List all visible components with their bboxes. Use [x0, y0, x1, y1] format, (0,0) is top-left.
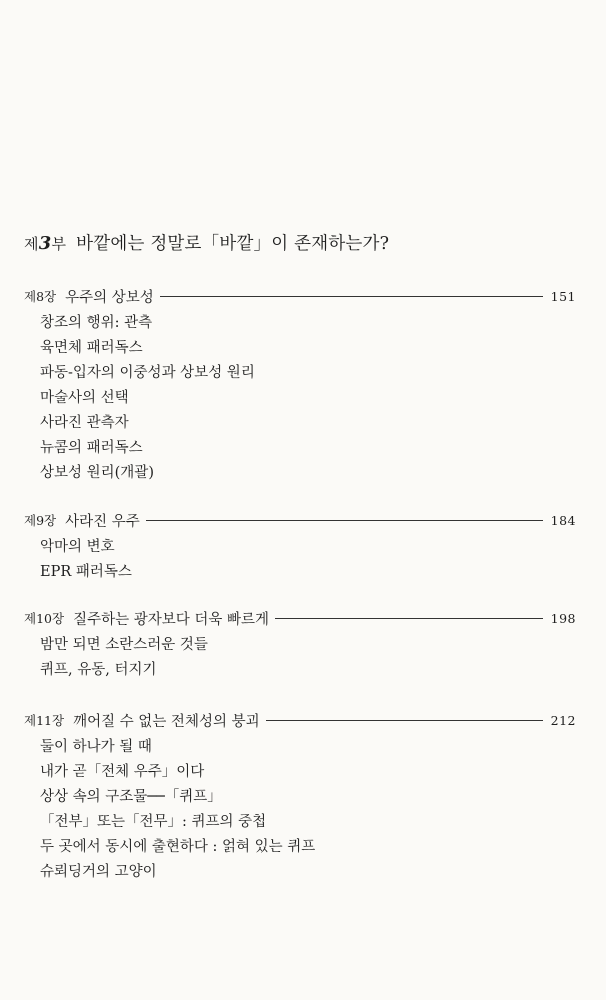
- chapter-heading[interactable]: [24, 606, 576, 630]
- section-item[interactable]: 상상 속의 구조물──「퀴프」: [40, 789, 222, 805]
- section-item[interactable]: 내가 곧「전체 우주」이다: [40, 764, 205, 780]
- section-item[interactable]: 「전부」또는「전무」: 퀴프의 중첩: [40, 814, 267, 830]
- chapter-label: 제10장: [24, 611, 65, 626]
- section-item[interactable]: 슈뢰딩거의 고양이: [40, 864, 157, 880]
- leader-rule: [275, 618, 543, 619]
- chapter-label: 제8장: [24, 289, 57, 304]
- section-list: [40, 633, 576, 683]
- leader-rule: [266, 720, 543, 721]
- chapter-heading[interactable]: [24, 708, 576, 732]
- chapter-10: [24, 606, 576, 683]
- chapter-heading[interactable]: [24, 284, 576, 308]
- leader-rule: [146, 520, 543, 521]
- section-item[interactable]: 둘이 하나가 될 때: [40, 739, 152, 755]
- chapter-9: [24, 508, 576, 585]
- chapter-8: [24, 284, 576, 486]
- page-number: 198: [550, 610, 576, 626]
- part-number: 3: [38, 233, 52, 254]
- part-title: [24, 230, 389, 255]
- chapter-title: 사라진 우주: [65, 513, 140, 530]
- part-suffix: 부: [51, 235, 67, 253]
- chapter-heading[interactable]: [24, 508, 576, 532]
- section-item[interactable]: 퀴프, 유동, 터지기: [40, 662, 157, 678]
- part-heading: 바깥에는 정말로「바깥」이 존재하는가?: [76, 234, 390, 254]
- section-item[interactable]: 마술사의 선택: [40, 390, 129, 406]
- chapter-11: [24, 708, 576, 885]
- section-item[interactable]: 파동-입자의 이중성과 상보성 원리: [40, 365, 255, 381]
- section-item[interactable]: EPR 패러독스: [40, 564, 132, 580]
- page-number: 151: [550, 288, 576, 304]
- part-label: 제: [24, 235, 39, 253]
- chapter-title: 우주의 상보성: [65, 289, 154, 306]
- section-list: [40, 311, 576, 486]
- section-item[interactable]: 악마의 변호: [40, 539, 115, 555]
- section-list: [40, 535, 576, 585]
- chapter-label: 제9장: [24, 513, 57, 528]
- section-item[interactable]: 상보성 원리(개괄): [40, 465, 154, 481]
- section-item[interactable]: 두 곳에서 동시에 출현하다 : 얽혀 있는 퀴프: [40, 839, 316, 855]
- leader-rule: [160, 296, 543, 297]
- section-item[interactable]: 육면체 패러독스: [40, 340, 143, 356]
- chapter-title: 깨어질 수 없는 전체성의 붕괴: [73, 713, 260, 730]
- chapter-title: 질주하는 광자보다 더욱 빠르게: [73, 611, 269, 628]
- page-number: 184: [550, 512, 576, 528]
- chapter-label: 제11장: [24, 713, 65, 728]
- section-item[interactable]: 창조의 행위: 관측: [40, 315, 153, 331]
- section-list: [40, 735, 576, 885]
- section-item[interactable]: 사라진 관측자: [40, 415, 129, 431]
- section-item[interactable]: 밤만 되면 소란스러운 것들: [40, 637, 208, 653]
- page-number: 212: [550, 712, 576, 728]
- section-item[interactable]: 뉴콤의 패러독스: [40, 440, 143, 456]
